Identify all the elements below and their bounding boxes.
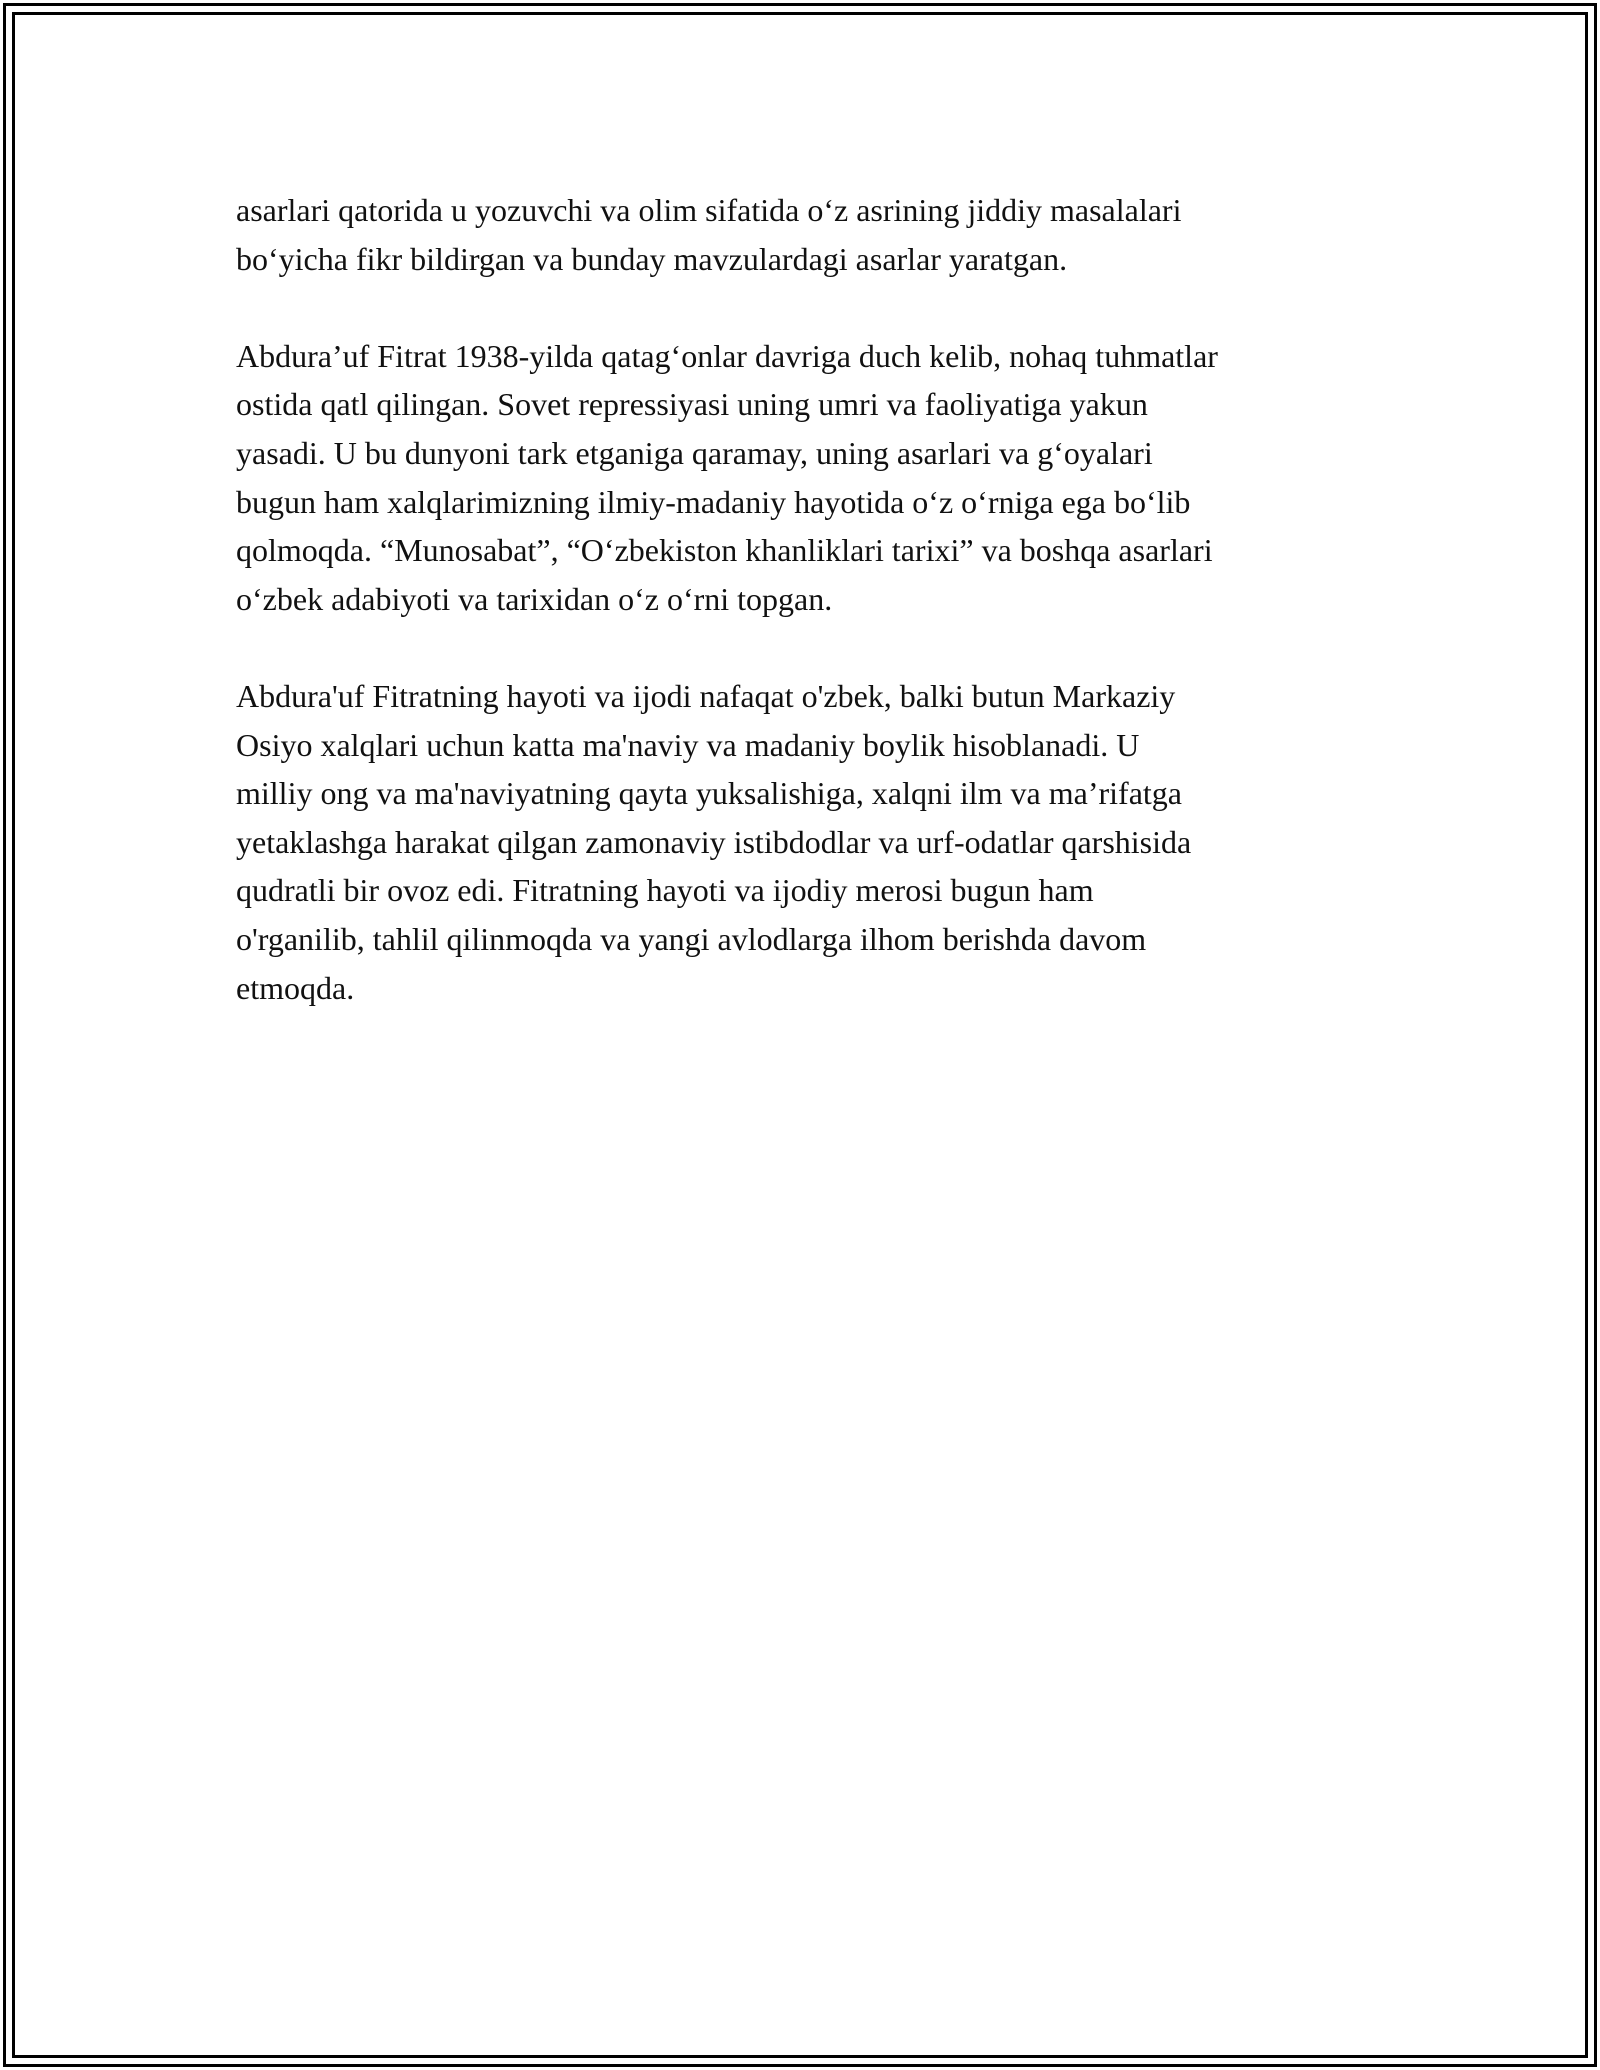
document-body (236, 186, 1376, 1061)
paragraph-3: Abdura'uf Fitratning hayoti va ijodi nafaqat o'zbek, balki butun Markaziy Osiyo xalqlari uchun katta ma'naviy va madaniy boylik hisoblanadi. U milliy ong va ma'naviyatning qayta yuksalishiga, xalqni ilm va ma’rifatga yetaklashga harakat qilgan zamonaviy istibdodlar va urf-odatlar qarshisida qudratli bir ovoz edi. Fitratning hayoti va ijodiy merosi bugun ham o'rganilib, tahlil qilinmoqda va yangi avlodlarga ilhom berishda davom etmoqda. (236, 677, 1192, 1006)
paragraph-1: asarlari qatorida u yozuvchi va olim sifatida o‘z asrining jiddiy masalalari bo‘yicha fikr bildirgan va bunday mavzulardagi asarlar yaratgan. (236, 192, 1182, 277)
paragraph-2: Abdura’uf Fitrat 1938-yilda qatag‘onlar davriga duch kelib, nohaq tuhmatlar ostida qatl qilingan. Sovet repressiyasi uning umri va faoliyatiga yakun yasadi. U bu dunyoni tark etganiga qaramay, uning asarlari va g‘oyalari bugun ham xalqlarimizning ilmiy-madaniy hayotida o‘z o‘rniga ega bo‘lib qolmoqda. “Munosabat”, “O‘zbekiston khanliklari tarixi” va boshqa asarlari o‘zbek adabiyoti va tarixidan o‘z o‘rni topgan. (236, 337, 1218, 617)
